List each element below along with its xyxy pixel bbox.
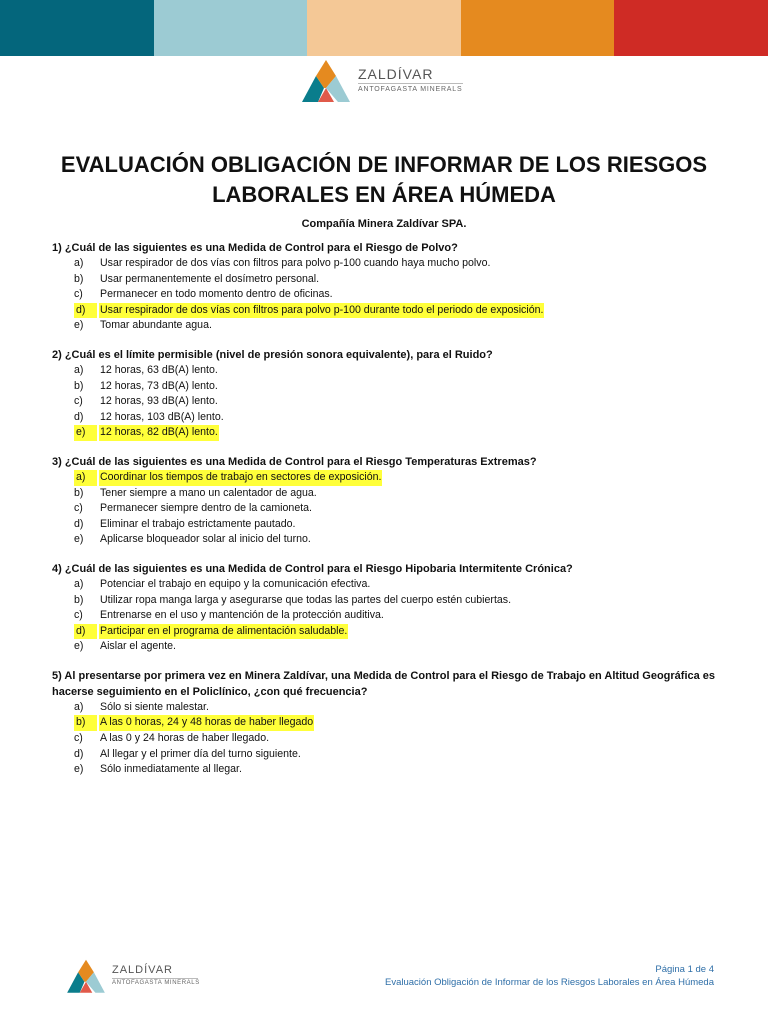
answer-letter: c) — [74, 502, 83, 515]
answer-option-highlighted — [74, 715, 722, 731]
answer-text: 12 horas, 103 dB(A) lento. — [100, 410, 224, 423]
answer-option — [74, 762, 722, 778]
question-5 — [52, 668, 722, 778]
answer-text: A las 0 y 24 horas de haber llegado. — [100, 732, 270, 745]
answer-letter: a) — [74, 363, 84, 376]
answer-letter: a) — [74, 700, 84, 713]
answer-option — [74, 287, 722, 303]
answer-option — [74, 272, 722, 288]
answer-letter: b) — [74, 272, 84, 285]
answer-letter: d) — [74, 624, 97, 640]
zaldivar-mountain-icon — [64, 958, 108, 996]
answer-text: Permanecer en todo momento dentro de oficinas. — [100, 288, 333, 301]
answer-letter: e) — [74, 640, 84, 653]
question-3 — [52, 454, 722, 548]
question-2 — [52, 347, 722, 441]
answer-option — [74, 379, 722, 395]
answer-text: Usar respirador de dos vías con filtros para polvo p-100 cuando haya mucho polvo. — [100, 257, 491, 269]
answer-option — [74, 256, 722, 272]
answer-option-highlighted — [74, 624, 722, 640]
footer-doc-title: Evaluación Obligación de Informar de los Riesgos Laborales en Área Húmeda — [385, 977, 714, 988]
question-text: 2) ¿Cuál es el límite permisible (nivel de presión sonora equivalente), para el Ruido? — [52, 348, 493, 361]
answer-text: Permanecer siempre dentro de la camioneta. — [100, 502, 312, 515]
answer-option — [74, 486, 722, 502]
answer-option — [74, 532, 722, 548]
question-list — [52, 240, 722, 791]
question-1 — [52, 240, 722, 334]
answer-letter: c) — [74, 395, 83, 408]
answer-option — [74, 577, 722, 593]
document-subtitle: Compañía Minera Zaldívar SPA. — [301, 218, 467, 230]
answer-text: Potenciar el trabajo en equipo y la comunicación efectiva. — [100, 577, 371, 590]
answer-letter: c) — [74, 609, 83, 622]
answer-text: 12 horas, 73 dB(A) lento. — [100, 379, 218, 392]
answer-text: Usar permanentemente el dosímetro personal. — [100, 272, 320, 285]
answer-letter: a) — [74, 577, 84, 590]
answer-option-highlighted — [74, 470, 722, 486]
page-number: Página 1 de 4 — [655, 964, 714, 975]
question-text: 3) ¿Cuál de las siguientes es una Medida de Control para el Riesgo Temperaturas Extremas? — [52, 455, 537, 468]
answer-option — [74, 318, 722, 334]
color-band — [0, 0, 768, 56]
answer-text: Al llegar y el primer día del turno siguiente. — [100, 747, 301, 760]
answer-letter: d) — [74, 410, 84, 423]
question-4 — [52, 561, 722, 655]
logo-divider — [358, 83, 463, 84]
answer-letter: e) — [74, 319, 84, 332]
answer-text: 12 horas, 93 dB(A) lento. — [100, 395, 218, 408]
answer-letter: e) — [74, 425, 97, 441]
question-text: 1) ¿Cuál de las siguientes es una Medida de Control para el Riesgo de Polvo? — [52, 242, 458, 254]
band-segment-4 — [461, 0, 615, 56]
footer-logo-name: ZALDÍVAR — [112, 964, 173, 976]
answer-text: Utilizar ropa manga larga y asegurarse que todas las partes del cuerpo estén cubiertas. — [100, 593, 512, 606]
band-segment-5 — [614, 0, 768, 56]
answer-text: A las 0 horas, 24 y 48 horas de haber llegado — [99, 715, 314, 731]
answer-letter: c) — [74, 288, 83, 301]
answer-option — [74, 394, 722, 410]
band-segment-1 — [0, 0, 154, 56]
answer-text: Aislar el agente. — [100, 640, 176, 653]
answer-option — [74, 517, 722, 533]
logo-name: ZALDÍVAR — [358, 66, 434, 82]
answer-text: Aplicarse bloqueador solar al inicio del turno. — [100, 533, 311, 546]
answer-option — [74, 731, 722, 747]
footer-logo-subtitle: ANTOFAGASTA MINERALS — [112, 980, 200, 986]
answer-letter: a) — [74, 470, 97, 486]
band-segment-2 — [154, 0, 308, 56]
answer-text: Entrenarse en el uso y mantención de la protección auditiva. — [100, 609, 384, 622]
answer-letter: b) — [74, 715, 97, 731]
question-text: 4) ¿Cuál de las siguientes es una Medida de Control para el Riesgo Hipobaria Intermitente Crónica? — [52, 562, 573, 575]
answer-option — [74, 593, 722, 609]
footer-logo-divider — [112, 978, 198, 979]
answer-option — [74, 639, 722, 655]
answer-text: Tomar abundante agua. — [100, 319, 212, 332]
answer-letter: c) — [74, 732, 83, 745]
answer-option-highlighted — [74, 425, 722, 441]
answer-text: Eliminar el trabajo estrictamente pautado. — [100, 517, 296, 530]
answer-option — [74, 410, 722, 426]
footer-logo — [64, 958, 204, 998]
document-title — [40, 150, 728, 210]
answer-letter: e) — [74, 763, 84, 776]
header-logo — [298, 58, 468, 106]
answer-letter: d) — [74, 517, 84, 530]
answer-option — [74, 363, 722, 379]
page-footer — [385, 963, 714, 989]
answer-letter: d) — [74, 747, 84, 760]
title-line-1: EVALUACIÓN OBLIGACIÓN DE INFORMAR DE LOS RIESGOS — [60, 152, 708, 177]
question-text: 5) Al presentarse por primera vez en Minera Zaldívar, una Medida de Control para el Riesgo de Trabajo en Altitud Geográfica es hacerse seguimiento en el Policlínico, ¿con qué frecuencia? — [52, 669, 716, 698]
band-segment-3 — [307, 0, 461, 56]
answer-option-highlighted — [74, 303, 722, 319]
logo-subtitle: ANTOFAGASTA MINERALS — [358, 86, 463, 93]
answer-text: Coordinar los tiempos de trabajo en sectores de exposición. — [99, 470, 382, 486]
answer-letter: e) — [74, 533, 84, 546]
answer-option — [74, 747, 722, 763]
answer-text: 12 horas, 82 dB(A) lento. — [99, 425, 219, 441]
answer-text: Usar respirador de dos vías con filtros para polvo p-100 durante todo el periodo de exposición. — [99, 303, 544, 319]
answer-text: Sólo si siente malestar. — [100, 700, 209, 713]
answer-text: Tener siempre a mano un calentador de agua. — [100, 486, 317, 499]
title-line-2: LABORALES EN ÁREA HÚMEDA — [212, 182, 556, 207]
answer-letter: d) — [74, 303, 97, 319]
answer-letter: b) — [74, 379, 84, 392]
answer-option — [74, 608, 722, 624]
answer-letter: b) — [74, 486, 84, 499]
answer-option — [74, 700, 722, 716]
answer-text: Sólo inmediatamente al llegar. — [100, 763, 242, 776]
answer-option — [74, 501, 722, 517]
answer-text: 12 horas, 63 dB(A) lento. — [100, 363, 218, 376]
answer-letter: b) — [74, 593, 84, 606]
answer-text: Participar en el programa de alimentación saludable. — [99, 624, 348, 640]
zaldivar-mountain-icon — [298, 58, 354, 106]
answer-letter: a) — [74, 257, 84, 269]
